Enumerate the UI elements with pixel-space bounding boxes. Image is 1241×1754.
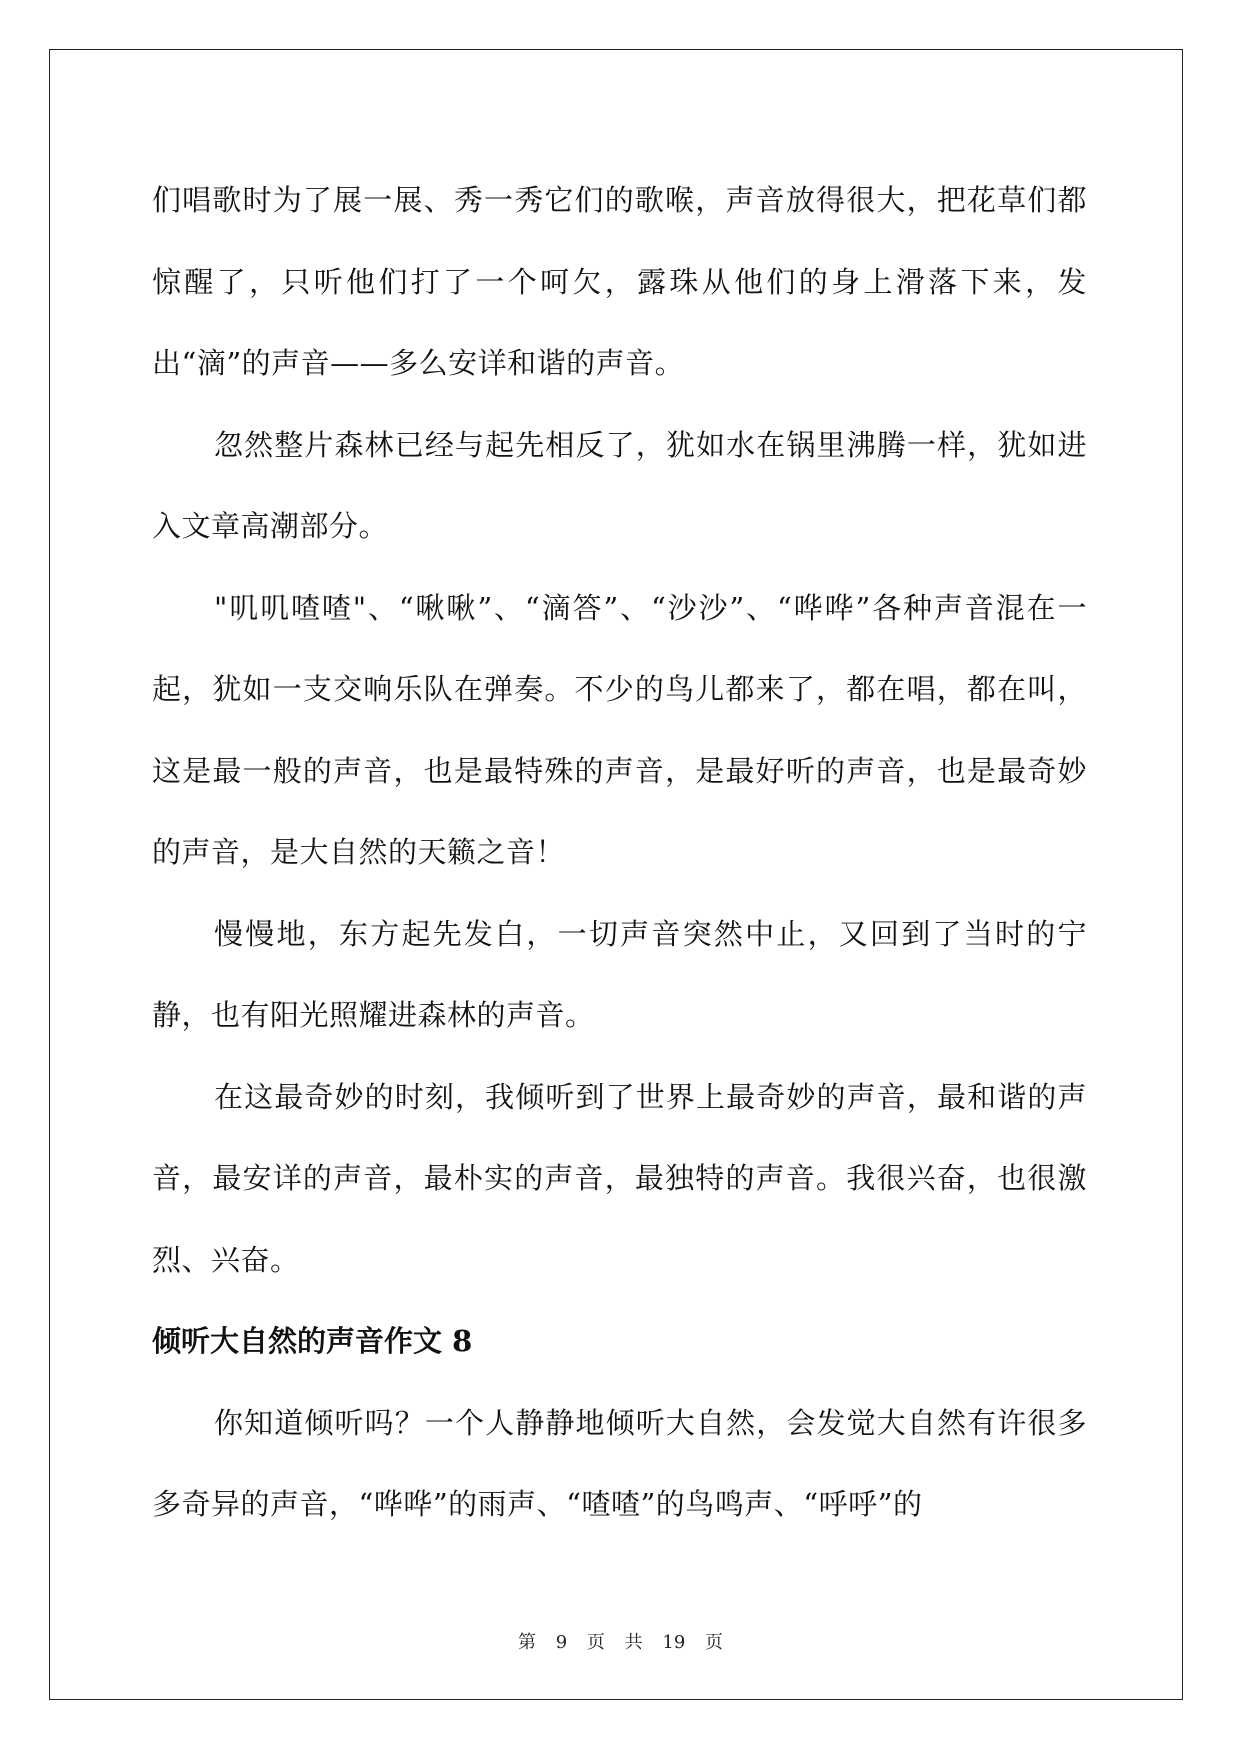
paragraph: 慢慢地，东方起先发白，一切声音突然中止，又回到了当时的宁静，也有阳光照耀进森林的声音。 [152, 916, 1087, 1032]
paragraph: 们唱歌时为了展一展、秀一秀它们的歌喉，声音放得很大，把花草们都惊醒了，只听他们打了一个呵欠，露珠从他们的身上滑落下来，发出“滴”的声音——多么安详和谐的声音。 [152, 183, 1087, 380]
paragraph: "叽叽喳喳"、“啾啾”、“滴答”、“沙沙”、“哗哗”各种声音混在一起，犹如一支交响乐队在弹奏。不少的鸟儿都来了，都在唱，都在叫，这是最一般的声音，也是最特殊的声音，是最好听的声音，也是最奇妙的声音，是大自然的天籁之音！ [152, 590, 1087, 869]
section-heading: 倾听大自然的声音作文 8 [152, 1324, 473, 1358]
document-body [152, 160, 1087, 1546]
paragraph: 忽然整片森林已经与起先相反了，犹如水在锅里沸腾一样，犹如进入文章高潮部分。 [152, 427, 1087, 543]
paragraph: 你知道倾听吗？一个人静静地倾听大自然，会发觉大自然有许很多多奇异的声音，“哗哗”的雨声、“喳喳”的鸟鸣声、“呼呼”的 [152, 1405, 1087, 1521]
page-footer [0, 1628, 1241, 1654]
page-total: 共 19 页 [624, 1632, 723, 1653]
paragraph: 在这最奇妙的时刻，我倾听到了世界上最奇妙的声音，最和谐的声音，最安详的声音，最朴实的声音，最独特的声音。我很兴奋，也很激烈、兴奋。 [152, 1079, 1087, 1277]
page-number: 第 9 页 [518, 1632, 605, 1653]
